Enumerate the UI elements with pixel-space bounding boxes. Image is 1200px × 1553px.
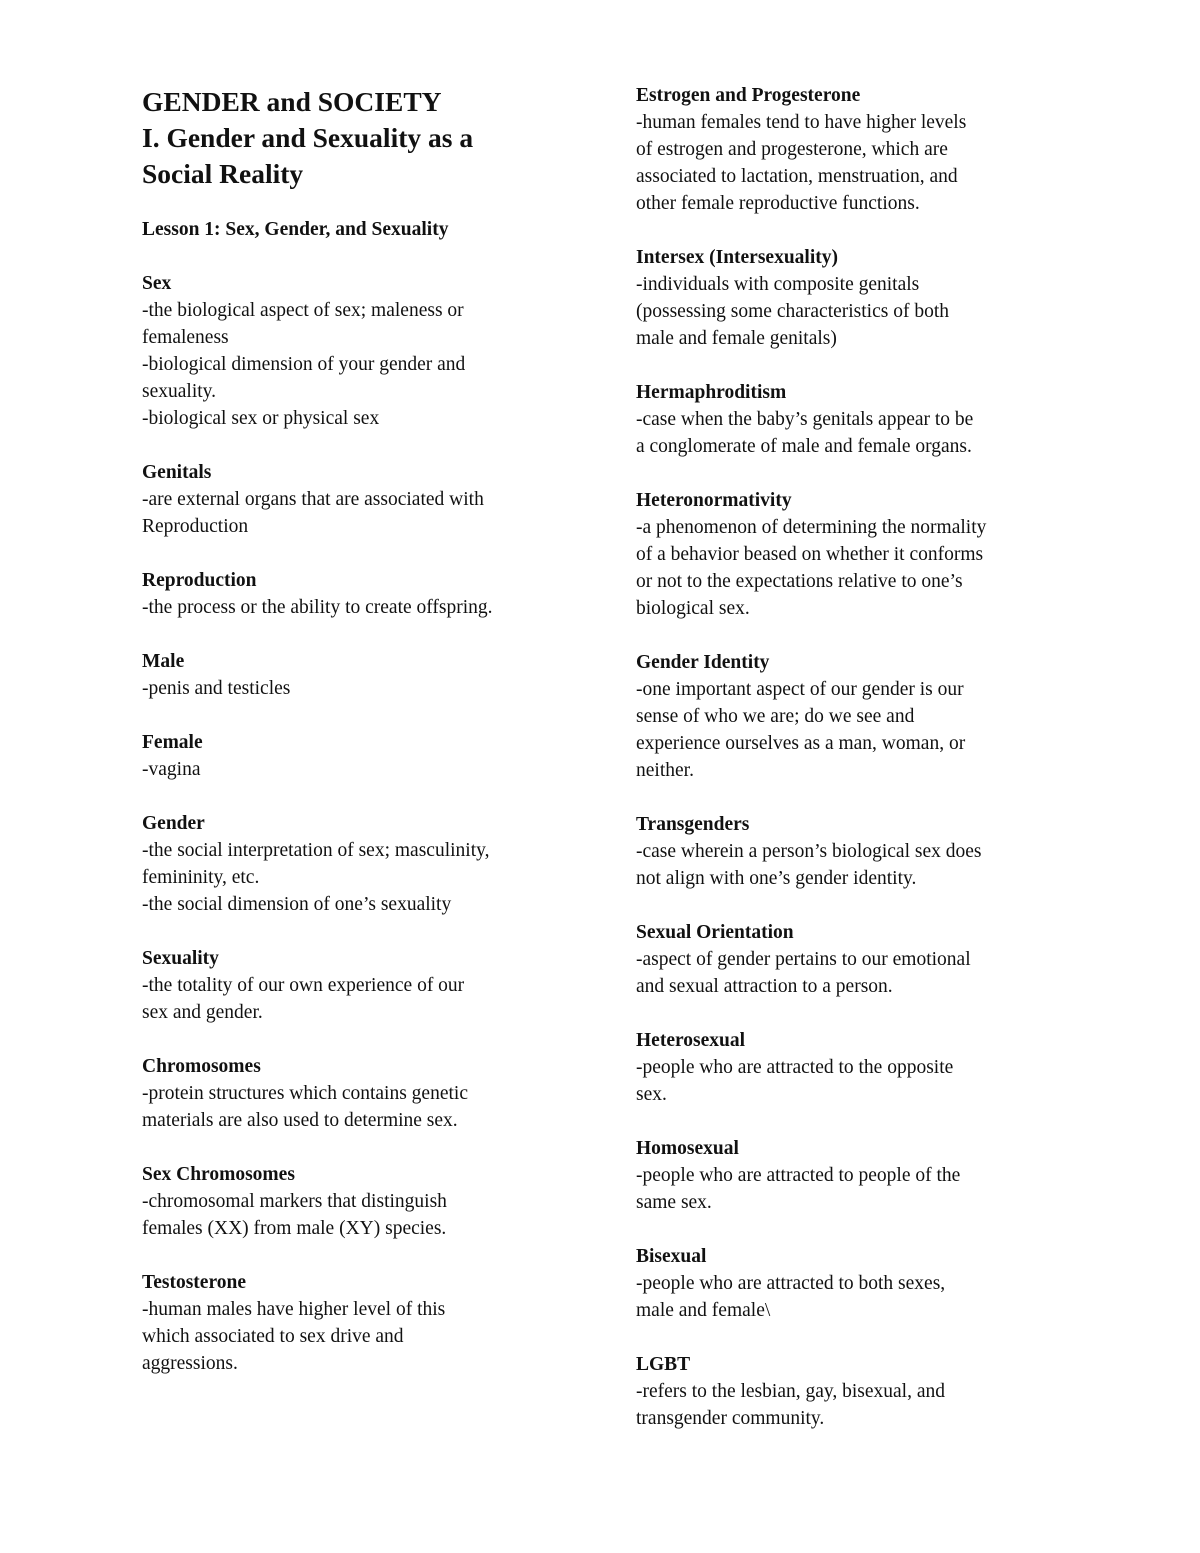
glossary-term: Transgenders [636, 814, 750, 835]
glossary-definition-line: -case wherein a person’s biological sex does [636, 841, 982, 862]
glossary-definition-line: females (XX) from male (XY) species. [142, 1218, 447, 1239]
glossary-term: Estrogen and Progesterone [636, 85, 861, 106]
glossary-term: Sexuality [142, 948, 219, 969]
glossary-definition-line: -individuals with composite genitals [636, 274, 920, 295]
glossary-entry [142, 270, 582, 432]
left-column [142, 84, 582, 1377]
glossary-entry [636, 811, 1076, 892]
glossary-definition-line: sex. [636, 1084, 667, 1105]
glossary-entry [142, 729, 582, 783]
glossary-definition-line: of estrogen and progesterone, which are [636, 139, 948, 160]
document-title [142, 84, 582, 192]
glossary-definition-line: associated to lactation, menstruation, and [636, 166, 958, 187]
glossary-definition-line: -case when the baby’s genitals appear to be [636, 409, 974, 430]
glossary-definition-line: same sex. [636, 1192, 712, 1213]
glossary-term: Sex [142, 273, 172, 294]
glossary-definition-line: not align with one’s gender identity. [636, 868, 917, 889]
glossary-definition-line: materials are also used to determine sex. [142, 1110, 458, 1131]
glossary-definition-line: and sexual attraction to a person. [636, 976, 893, 997]
glossary-entry [636, 919, 1076, 1000]
glossary-term: Hermaphroditism [636, 382, 787, 403]
right-column [636, 82, 1076, 1432]
glossary-definition-line: -one important aspect of our gender is our [636, 679, 964, 700]
glossary-definition-line: male and female\ [636, 1300, 771, 1321]
glossary-definition-line: biological sex. [636, 598, 750, 619]
glossary-entry [636, 379, 1076, 460]
glossary-definition-line: (possessing some characteristics of both [636, 301, 950, 322]
glossary-term: Heteronormativity [636, 490, 792, 511]
glossary-definition-line: -people who are attracted to people of the [636, 1165, 961, 1186]
glossary-definition-line: -are external organs that are associated with [142, 489, 484, 510]
glossary-entry [142, 459, 582, 540]
glossary-term: Testosterone [142, 1272, 246, 1293]
glossary-term: Sexual Orientation [636, 922, 794, 943]
glossary-term: LGBT [636, 1354, 691, 1375]
glossary-definition-line: -human females tend to have higher levels [636, 112, 967, 133]
glossary-definition-line: -the social interpretation of sex; masculinity, [142, 840, 490, 861]
glossary-term: Gender [142, 813, 205, 834]
glossary-entry [636, 82, 1076, 217]
glossary-definition-line: -aspect of gender pertains to our emotional [636, 949, 971, 970]
glossary-definition-line: femininity, etc. [142, 867, 260, 888]
left-glossary [142, 270, 582, 1377]
glossary-definition-line: -the totality of our own experience of our [142, 975, 465, 996]
glossary-term: Genitals [142, 462, 212, 483]
glossary-definition-line: -people who are attracted to the opposite [636, 1057, 954, 1078]
glossary-entry [142, 810, 582, 918]
glossary-definition-line: other female reproductive functions. [636, 193, 920, 214]
glossary-term: Male [142, 651, 185, 672]
glossary-term: Gender Identity [636, 652, 770, 673]
glossary-term: Female [142, 732, 203, 753]
glossary-definition-line: Reproduction [142, 516, 249, 537]
glossary-term: Homosexual [636, 1138, 739, 1159]
glossary-definition-line: a conglomerate of male and female organs. [636, 436, 972, 457]
glossary-definition-line: sense of who we are; do we see and [636, 706, 915, 727]
glossary-entry [142, 1053, 582, 1134]
glossary-definition-line: -refers to the lesbian, gay, bisexual, and [636, 1381, 946, 1402]
glossary-entry [636, 1027, 1076, 1108]
glossary-definition-line: -penis and testicles [142, 678, 291, 699]
glossary-entry [636, 1135, 1076, 1216]
glossary-definition-line: -the social dimension of one’s sexuality [142, 894, 452, 915]
glossary-entry [142, 945, 582, 1026]
glossary-entry [142, 1269, 582, 1377]
title-line: GENDER and SOCIETY [142, 86, 442, 117]
glossary-definition-line: -a phenomenon of determining the normality [636, 517, 987, 538]
glossary-term: Heterosexual [636, 1030, 746, 1051]
glossary-definition-line: -people who are attracted to both sexes, [636, 1273, 946, 1294]
glossary-definition-line: -chromosomal markers that distinguish [142, 1191, 447, 1212]
glossary-definition-line: -vagina [142, 759, 201, 780]
glossary-definition-line: which associated to sex drive and [142, 1326, 404, 1347]
glossary-definition-line: of a behavior beased on whether it conforms [636, 544, 984, 565]
glossary-definition-line: femaleness [142, 327, 229, 348]
glossary-entry [636, 1351, 1076, 1432]
glossary-entry [636, 1243, 1076, 1324]
glossary-definition-line: sex and gender. [142, 1002, 263, 1023]
glossary-term: Bisexual [636, 1246, 707, 1267]
glossary-definition-line: -protein structures which contains genetic [142, 1083, 468, 1104]
glossary-definition-line: -the process or the ability to create offspring. [142, 597, 493, 618]
glossary-entry [142, 648, 582, 702]
glossary-definition-line: -the biological aspect of sex; maleness or [142, 300, 464, 321]
glossary-term: Intersex (Intersexuality) [636, 247, 838, 268]
glossary-term: Reproduction [142, 570, 257, 591]
glossary-entry [142, 567, 582, 621]
glossary-definition-line: experience ourselves as a man, woman, or [636, 733, 966, 754]
glossary-definition-line: -biological sex or physical sex [142, 408, 380, 429]
glossary-term: Chromosomes [142, 1056, 261, 1077]
title-line: Social Reality [142, 158, 304, 189]
lesson-heading: Lesson 1: Sex, Gender, and Sexuality [142, 219, 449, 240]
glossary-definition-line: sexuality. [142, 381, 217, 402]
glossary-definition-line: -human males have higher level of this [142, 1299, 446, 1320]
right-glossary [636, 82, 1076, 1432]
glossary-entry [142, 1161, 582, 1242]
glossary-definition-line: aggressions. [142, 1353, 238, 1374]
glossary-definition-line: transgender community. [636, 1408, 825, 1429]
glossary-definition-line: or not to the expectations relative to one’s [636, 571, 963, 592]
glossary-entry [636, 487, 1076, 622]
title-line: I. Gender and Sexuality as a [142, 122, 474, 153]
glossary-entry [636, 244, 1076, 352]
glossary-entry [636, 649, 1076, 784]
glossary-definition-line: -biological dimension of your gender and [142, 354, 466, 375]
glossary-definition-line: neither. [636, 760, 694, 781]
glossary-definition-line: male and female genitals) [636, 328, 837, 349]
glossary-term: Sex Chromosomes [142, 1164, 295, 1185]
